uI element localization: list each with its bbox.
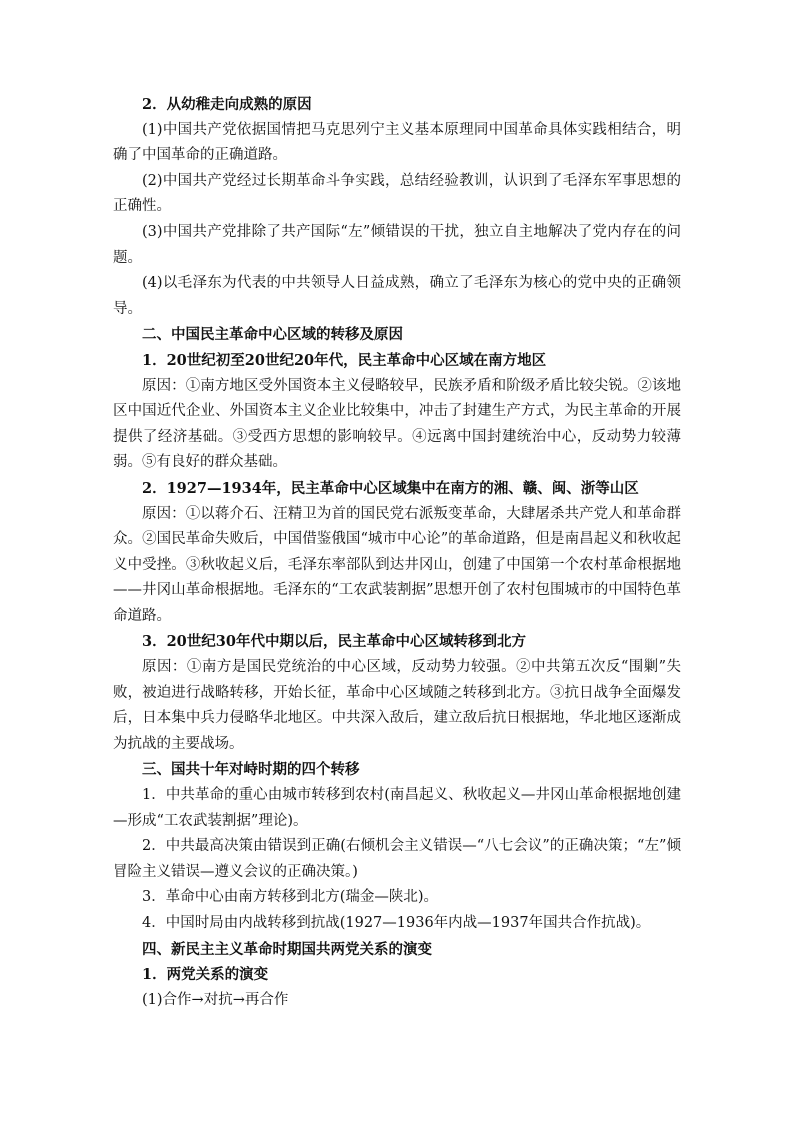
paragraph-relations-1: (1)合作→对抗→再合作	[142, 991, 289, 1008]
document-page	[113, 92, 681, 1013]
subheading-north-region: 3．20世纪30年代中期以后，民主革命中心区域转移到北方	[142, 633, 526, 651]
subheading-reasons-maturity: 2．从幼稚走向成熟的原因	[142, 96, 312, 113]
subheading-relations-evolution: 1．两党关系的演变	[142, 966, 269, 984]
subheading-south-region: 1．20世纪初至20世纪20年代，民主革命中心区域在南方地区	[142, 351, 547, 369]
paragraph-transfer-4: 4．中国时局由内战转移到抗战(1927—1936年内战—1937年国共合作抗战)。	[142, 915, 651, 931]
paragraph-reason-2: (2)中国共产党经过长期革命斗争实践，总结经验教训，认识到了毛泽东军事思想的正确性。	[113, 172, 681, 215]
paragraph-transfer-2: 2．中共最高决策由错误到正确(右倾机会主义错误—“八七会议”的正确决策；“左”倾冒险主义错误—遵义会议的正确决策。)	[113, 838, 681, 880]
paragraph-transfer-3: 3．革命中心由南方转移到北方(瑞金—陕北)。	[142, 889, 439, 906]
paragraph-transfer-1: 1．中共革命的重心由城市转移到农村(南昌起义、秋收起义—井冈山革命根据地创建—形成“工农武装割据”理论)。	[113, 787, 681, 829]
paragraph-reason-3: (3)中国共产党排除了共产国际“左”倾错误的干扰，独立自主地解决了党内存在的问题。	[113, 223, 681, 266]
paragraph-north-reasons: 原因：①南方是国民党统治的中心区域，反动势力较强。②中共第五次反“围剿”失败，被迫进行战略转移，开始长征，革命中心区域随之转移到北方。③抗日战争全面爆发后，日本集中兵力侵略华北地区。中共深入敌后，建立敌后抗日根据地，华北地区逐渐成为抗战的主要战场。	[113, 659, 681, 752]
paragraph-south-reasons: 原因：①南方地区受外国资本主义侵略较早，民族矛盾和阶级矛盾比较尖锐。②该地区中国近代企业、外国资本主义企业比较集中，冲击了封建生产方式，为民主革命的开展提供了经济基础。③受西方思想的影响较早。④远离中国封建统治中心，反动势力较薄弱。⑤有良好的群众基础。	[113, 377, 681, 471]
paragraph-mountain-reasons: 原因：①以蒋介石、汪精卫为首的国民党右派叛变革命，大肆屠杀共产党人和革命群众。②国民革命失败后，中国借鉴俄国“城市中心论”的革命道路，但是南昌起义和秋收起义中受挫。③秋收起义后，毛泽东率部队到达井冈山，创建了中国第一个农村革命根据地——井冈山革命根据地。毛泽东的“工农武装割据”思想开创了农村包围城市的中国特色革命道路。	[113, 505, 681, 624]
section-heading-4: 四、新民主主义革命时期国共两党关系的演变	[142, 940, 432, 958]
section-heading-2: 二、中国民主革命中心区域的转移及原因	[142, 326, 403, 344]
paragraph-reason-1: (1)中国共产党依据国情把马克思列宁主义基本原理同中国革命具体实践相结合，明确了中国革命的正确道路。	[113, 121, 681, 164]
paragraph-reason-4: (4)以毛泽东为代表的中共领导人日益成熟，确立了毛泽东为核心的党中央的正确领导。	[113, 275, 681, 317]
section-heading-3: 三、国共十年对峙时期的四个转移	[142, 761, 360, 779]
subheading-mountain-regions: 2．1927—1934年，民主革命中心区域集中在南方的湘、赣、闽、浙等山区	[142, 479, 639, 497]
